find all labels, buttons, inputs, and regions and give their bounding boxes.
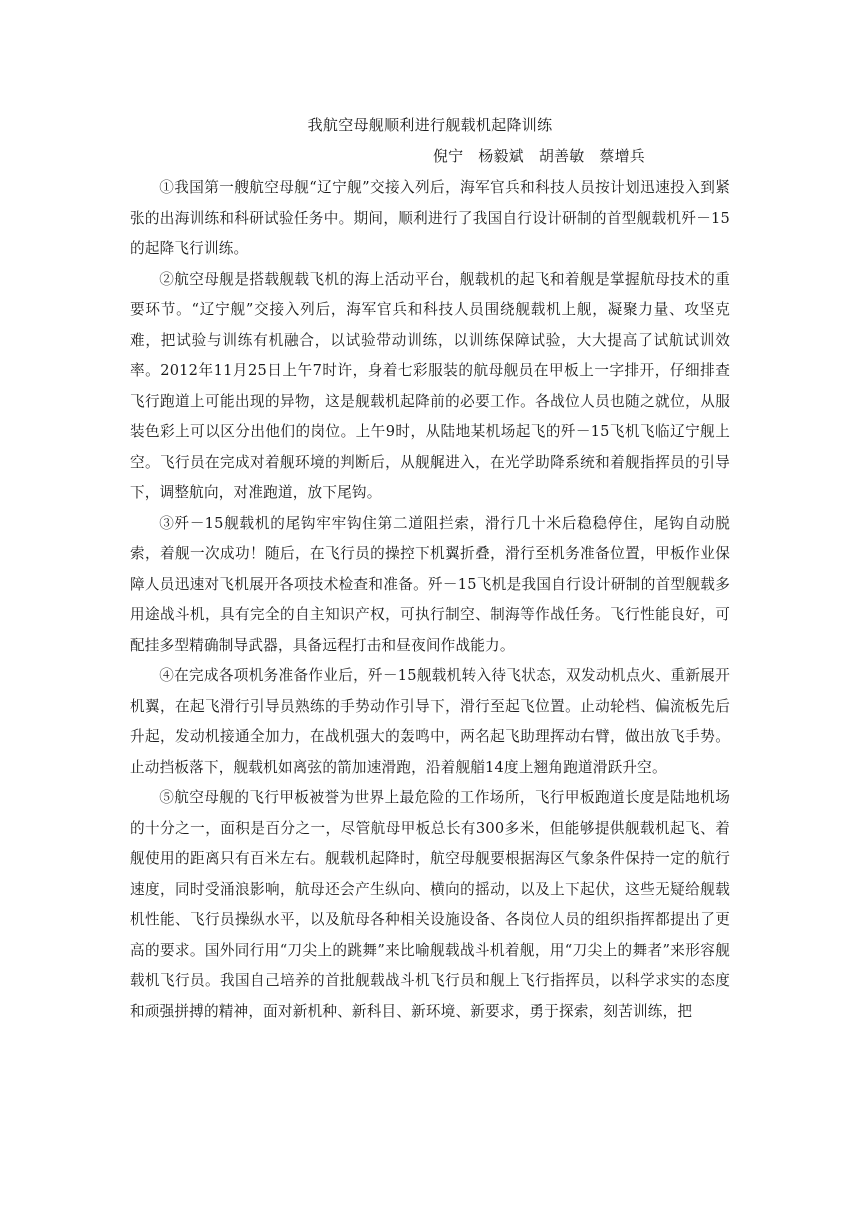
paragraph-1: ①我国第一艘航空母舰“辽宁舰”交接入列后，海军官兵和科技人员按计划迅速投入到紧张的出海训练和科研试验任务中。期间，顺利进行了我国自行设计研制的首型舰载机歼－15的起降飞行训练。 xyxy=(130,179,730,257)
paragraph-2: ②航空母舰是搭载舰载飞机的海上活动平台，舰载机的起飞和着舰是掌握航母技术的重要环节。“辽宁舰”交接入列后，海军官兵和科技人员围绕舰载机上舰，凝聚力量、攻坚克难，把试验与训练有机融合，以试验带动训练，以训练保障试验，大大提高了试航试训效率。2012年11月25日上午7时许，身着七彩服装的航母舰员在甲板上一字排开，仔细排查飞行跑道上可能出现的异物，这是舰载机起降前的必要工作。各战位人员也随之就位，从服装色彩上可以区分出他们的岗位。上午9时，从陆地某机场起飞的歼－15飞机飞临辽宁舰上空。飞行员在完成对着舰环境的判断后，从舰艉进入，在光学助降系统和着舰指挥员的引导下，调整航向，对准跑道，放下尾钩。 xyxy=(130,270,730,501)
article-body xyxy=(130,173,730,1027)
article-title: 我航空母舰顺利进行舰载机起降训练 xyxy=(307,116,553,134)
paragraph-3: ③歼－15舰载机的尾钩牢牢钩住第二道阻拦索，滑行几十米后稳稳停住，尾钩自动脱索，着舰一次成功！随后，在飞行员的操控下机翼折叠，滑行至机务准备位置，甲板作业保障人员迅速对飞机展开各项技术检查和准备。歼－15飞机是我国自行设计研制的首型舰载多用途战斗机，具有完全的自主知识产权，可执行制空、制海等作战任务。飞行性能良好，可配挂多型精确制导武器，具备远程打击和昼夜间作战能力。 xyxy=(130,514,730,654)
article-authors: 倪宁 杨毅斌 胡善敏 蔡增兵 xyxy=(432,147,645,165)
paragraph-4: ④在完成各项机务准备作业后，歼－15舰载机转入待飞状态，双发动机点火、重新展开机翼，在起飞滑行引导员熟练的手势动作引导下，滑行至起飞位置。止动轮档、偏流板先后升起，发动机接通全加力，在战机强大的轰鸣中，两名起飞助理挥动右臂，做出放飞手势。止动挡板落下，舰载机如离弦的箭加速滑跑，沿着舰艏14度上翘角跑道滑跃升空。 xyxy=(130,667,730,776)
paragraph-5: ⑤航空母舰的飞行甲板被誉为世界上最危险的工作场所，飞行甲板跑道长度是陆地机场的十分之一，面积是百分之一，尽管航母甲板总长有300多米，但能够提供舰载机起飞、着舰使用的距离只有百米左右。舰载机起降时，航空母舰要根据海区气象条件保持一定的航行速度，同时受涌浪影响，航母还会产生纵向、横向的摇动，以及上下起伏，这些无疑给舰载机性能、飞行员操纵水平，以及航母各种相关设施设备、各岗位人员的组织指挥都提出了更高的要求。国外同行用“刀尖上的跳舞”来比喻舰载战斗机着舰，用“刀尖上的舞者”来形容舰载机飞行员。我国自己培养的首批舰载战斗机飞行员和舰上飞行指挥员，以科学求实的态度和顽强拼搏的精神，面对新机种、新科目、新环境、新要求，勇于探索，刻苦训练，把 xyxy=(130,789,730,1020)
